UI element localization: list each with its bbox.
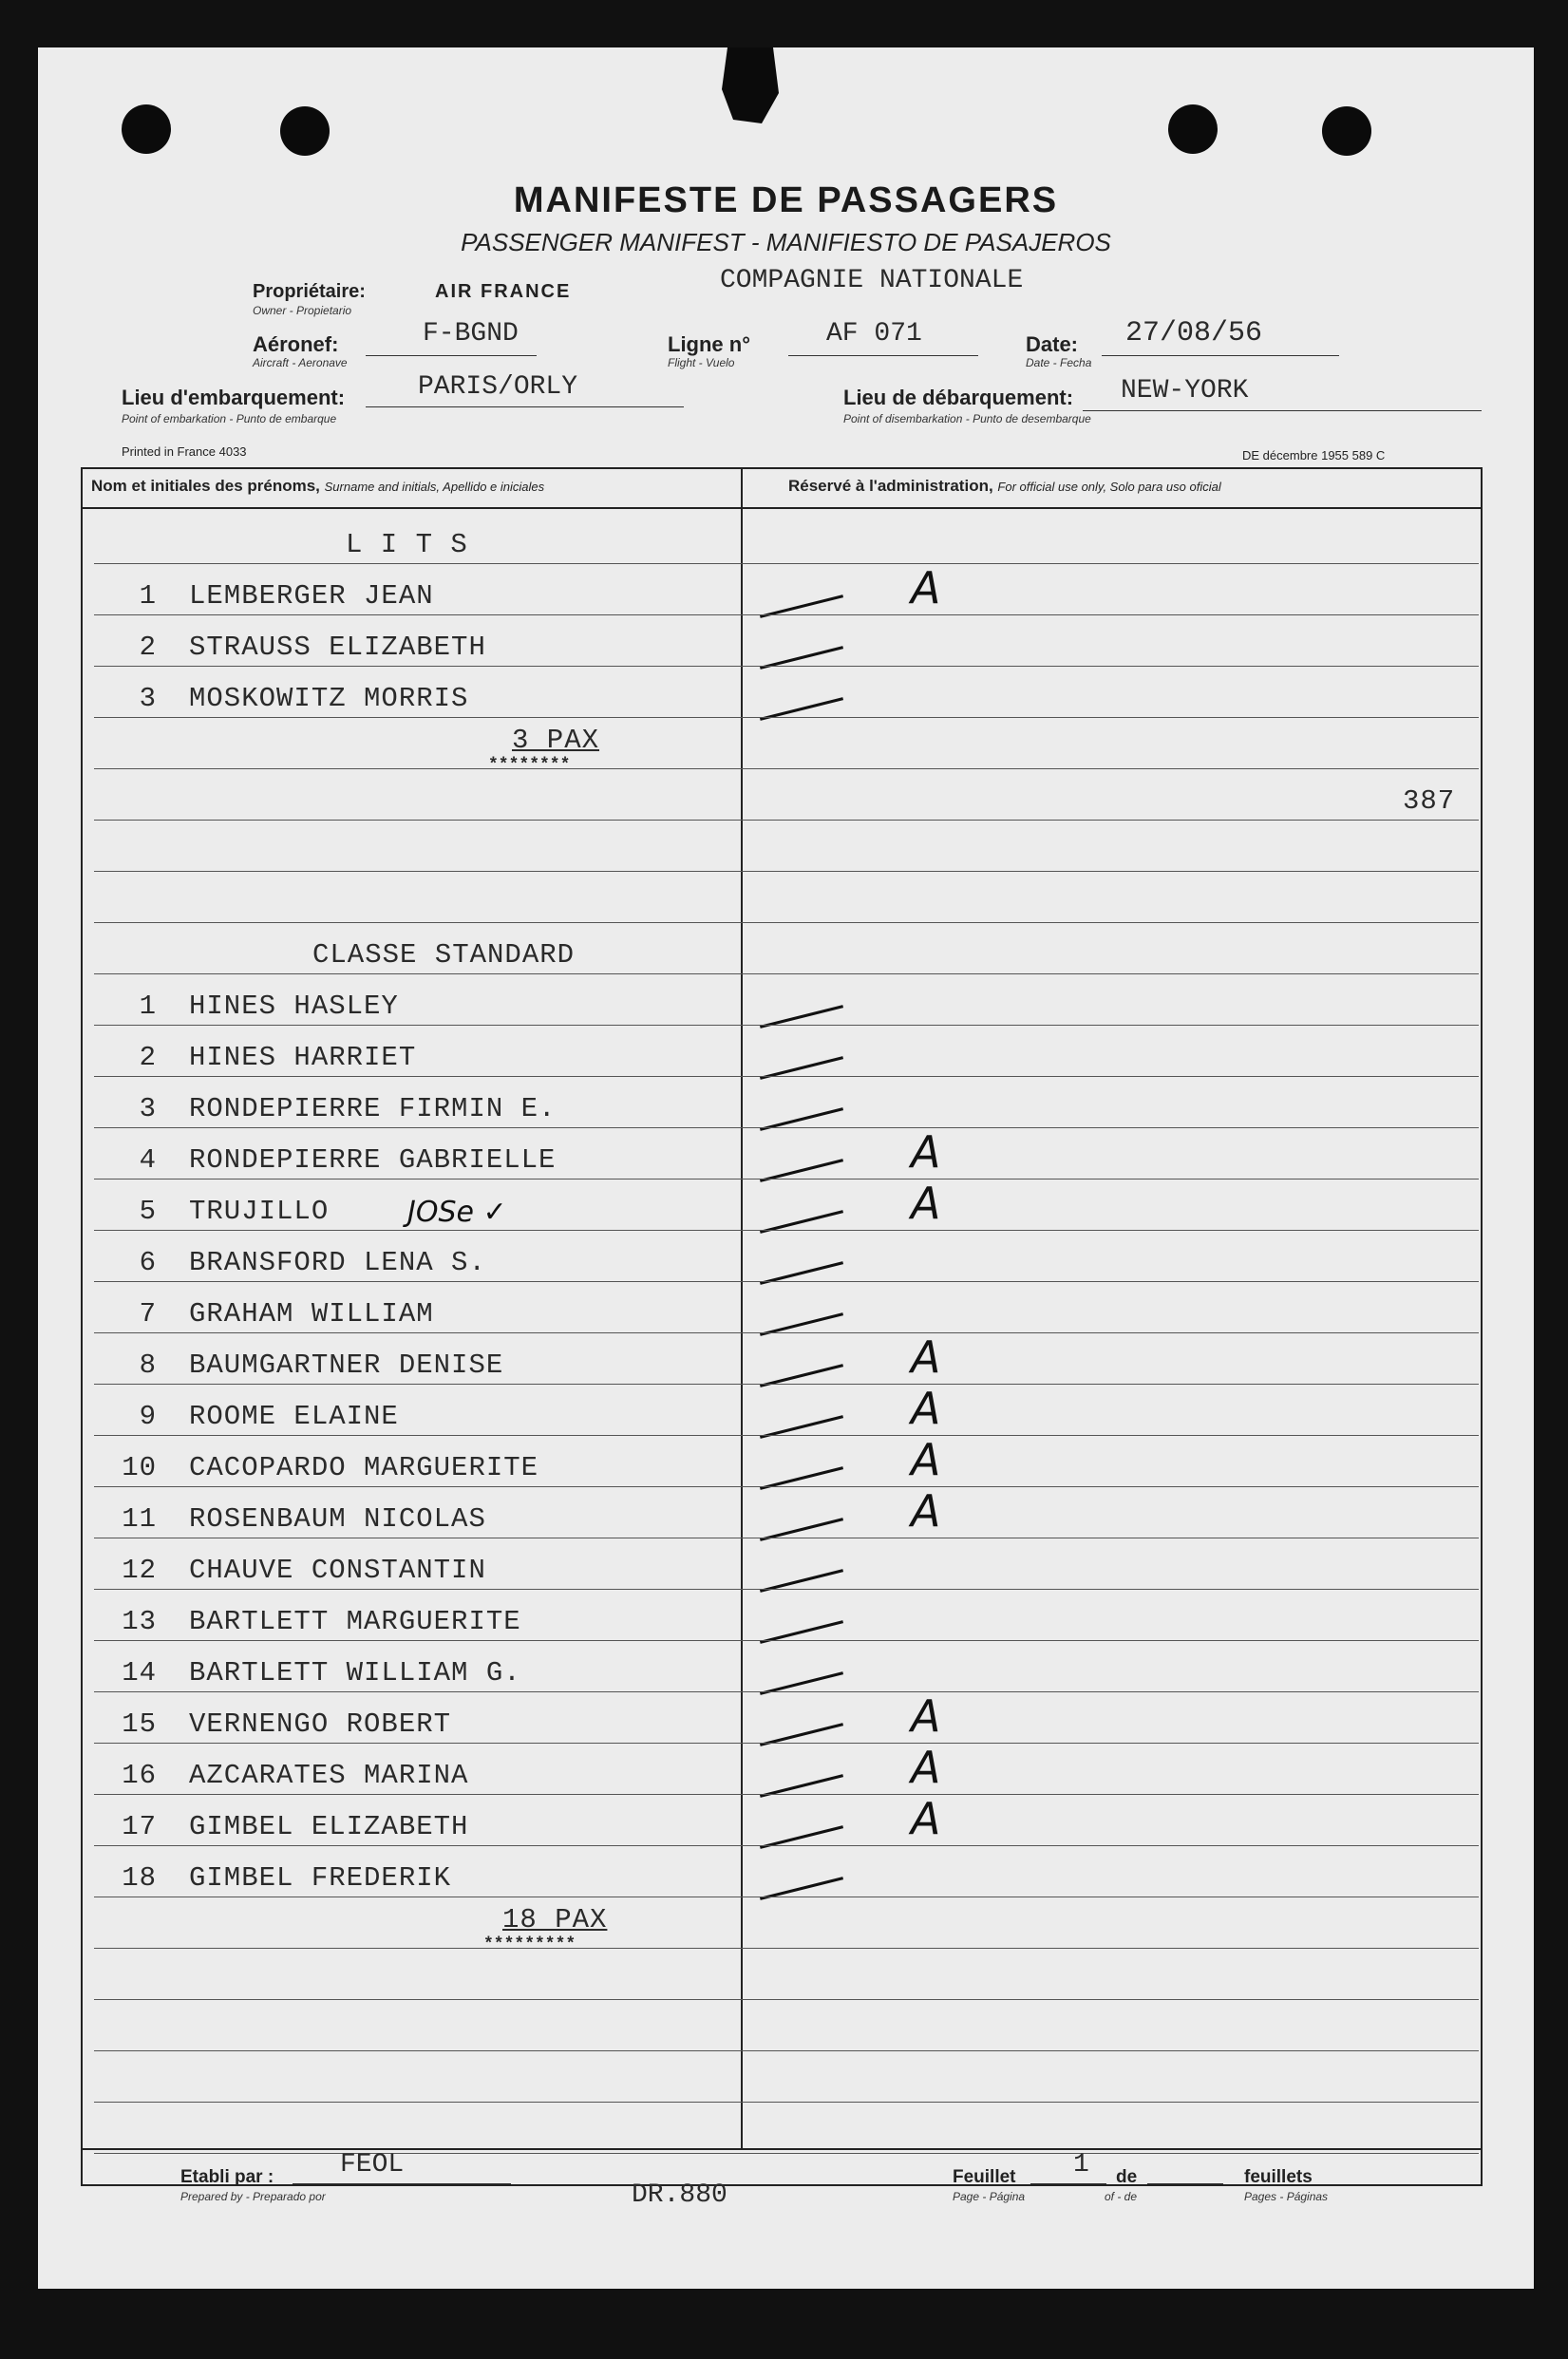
passenger-row xyxy=(94,1333,1479,1385)
lits-heading: L I T S xyxy=(346,529,468,560)
passenger-name: RONDEPIERRE FIRMIN E. xyxy=(189,1093,557,1124)
passenger-row xyxy=(94,1846,1479,1897)
punch-hole-icon xyxy=(1168,104,1218,154)
passenger-name: BARTLETT MARGUERITE xyxy=(189,1606,521,1637)
prepared-value: FEOL xyxy=(340,2150,405,2180)
owner-sublabel: Owner - Propietario xyxy=(253,304,352,317)
passenger-name: STRAUSS ELIZABETH xyxy=(189,632,486,663)
passenger-number: 17 xyxy=(122,1811,157,1842)
passenger-row xyxy=(94,1641,1479,1692)
admin-mark: A xyxy=(911,1690,941,1742)
aircraft-value: F-BGND xyxy=(423,319,519,349)
passenger-number: 13 xyxy=(122,1606,157,1637)
passenger-number: 12 xyxy=(122,1555,157,1586)
lits-total: 3 PAX xyxy=(512,725,600,756)
passenger-row xyxy=(94,564,1479,615)
passenger-row xyxy=(94,1590,1479,1641)
embark-label: Lieu d'embarquement: xyxy=(122,386,346,409)
passenger-number: 7 xyxy=(139,1298,157,1330)
passenger-name: ROOME ELAINE xyxy=(189,1401,399,1432)
passenger-row xyxy=(94,1487,1479,1538)
handwritten-annotation: JOSe ✓ xyxy=(407,1196,507,1229)
passenger-name: CHAUVE CONSTANTIN xyxy=(189,1555,486,1586)
aircraft-sublabel: Aircraft - Aeronave xyxy=(253,356,348,369)
line-sublabel: Flight - Vuelo xyxy=(668,356,735,369)
passenger-number: 3 xyxy=(139,683,157,714)
passenger-number: 8 xyxy=(139,1349,157,1381)
owner-value: AIR FRANCE xyxy=(435,281,572,302)
punch-hole-icon xyxy=(280,106,330,156)
standard-stars: ********* xyxy=(483,1935,576,1954)
section-heading-row xyxy=(94,513,1479,564)
blank-row xyxy=(94,872,1479,923)
prepared-sublabel: Prepared by - Preparado por xyxy=(180,2190,326,2203)
passenger-name: HINES HARRIET xyxy=(189,1042,417,1073)
passenger-name: ROSENBAUM NICOLAS xyxy=(189,1503,486,1535)
passenger-number: 9 xyxy=(139,1401,157,1432)
column-header-names-sublabel: Surname and initials, Apellido e iniciales xyxy=(324,480,545,494)
owner-label: Propriétaire: xyxy=(253,281,366,302)
passenger-name: GIMBEL ELIZABETH xyxy=(189,1811,469,1842)
passenger-number: 3 xyxy=(139,1093,157,1124)
passenger-name: MOSKOWITZ MORRIS xyxy=(189,683,469,714)
passenger-row xyxy=(94,667,1479,718)
embark-sublabel: Point of embarkation - Punto de embarque xyxy=(122,412,337,425)
admin-mark: A xyxy=(911,1434,941,1485)
passenger-number: 16 xyxy=(122,1760,157,1791)
column-header-names xyxy=(91,477,544,496)
admin-number: 387 xyxy=(1403,785,1456,817)
printed-note: Printed in France 4033 xyxy=(122,444,247,459)
embark-value: PARIS/ORLY xyxy=(418,372,578,402)
disembark-value: NEW-YORK xyxy=(1121,376,1249,406)
date-sublabel: Date - Fecha xyxy=(1026,356,1092,369)
passenger-number: 18 xyxy=(122,1862,157,1894)
lits-stars: ******** xyxy=(488,756,571,775)
dr-code: DR.880 xyxy=(632,2180,727,2210)
passenger-row xyxy=(94,1538,1479,1590)
disembark-label: Lieu de débarquement: xyxy=(843,386,1074,409)
total-row xyxy=(94,1897,1479,1954)
staple-mark-icon xyxy=(722,47,779,123)
passenger-number: 5 xyxy=(139,1196,157,1227)
sheet-sublabel: Page - Página xyxy=(953,2190,1026,2203)
passenger-name: AZCARATES MARINA xyxy=(189,1760,469,1791)
passenger-number: 2 xyxy=(139,1042,157,1073)
aircraft-label: Aéronef: xyxy=(253,332,339,356)
form-reference: DE décembre 1955 589 C xyxy=(1242,448,1386,462)
standard-total: 18 PAX xyxy=(502,1904,608,1935)
passenger-number: 6 xyxy=(139,1247,157,1278)
blank-row xyxy=(94,2103,1479,2154)
passenger-row xyxy=(94,1077,1479,1128)
of-sublabel: of - de xyxy=(1105,2190,1138,2203)
disembark-sublabel: Point of disembarkation - Punto de desembarque xyxy=(843,412,1091,425)
standard-heading: CLASSE STANDARD xyxy=(312,939,576,971)
sheet-value: 1 xyxy=(1073,2150,1089,2180)
passenger-name: TRUJILLO xyxy=(189,1196,330,1227)
manifest-title: MANIFESTE DE PASSAGERS xyxy=(513,180,1059,220)
passenger-number: 10 xyxy=(122,1452,157,1483)
passenger-name: LEMBERGER JEAN xyxy=(189,580,434,612)
column-header-admin-label: Réservé à l'administration, xyxy=(788,477,993,495)
admin-mark: A xyxy=(911,1485,941,1537)
passenger-name: GIMBEL FREDERIK xyxy=(189,1862,452,1894)
passenger-row xyxy=(94,1385,1479,1436)
passenger-number: 11 xyxy=(122,1503,157,1535)
admin-mark: A xyxy=(911,562,941,613)
section-heading-row xyxy=(94,923,1479,974)
passenger-name: GRAHAM WILLIAM xyxy=(189,1298,434,1330)
passenger-name: RONDEPIERRE GABRIELLE xyxy=(189,1144,557,1176)
column-header-admin-sublabel: For official use only, Solo para uso oficial xyxy=(997,480,1221,494)
passenger-name: VERNENGO ROBERT xyxy=(189,1708,452,1740)
total-row xyxy=(94,718,1479,775)
admin-mark: A xyxy=(911,1742,941,1793)
column-header-admin xyxy=(788,477,1221,496)
manifest-subtitle: PASSENGER MANIFEST - MANIFIESTO DE PASAJEROS xyxy=(461,228,1111,256)
total-sheets-sublabel: Pages - Páginas xyxy=(1244,2190,1329,2203)
date-label: Date: xyxy=(1026,332,1079,356)
passenger-row xyxy=(94,1180,1479,1231)
passenger-name: BAUMGARTNER DENISE xyxy=(189,1349,504,1381)
passenger-name: BRANSFORD LENA S. xyxy=(189,1247,486,1278)
passenger-row xyxy=(94,615,1479,667)
blank-row xyxy=(94,1949,1479,2000)
of-label: de xyxy=(1116,2167,1138,2187)
column-header-names-label: Nom et initiales des prénoms, xyxy=(91,477,320,495)
line-label: Ligne n° xyxy=(668,332,751,356)
admin-number-row xyxy=(94,769,1479,821)
passenger-row xyxy=(94,1795,1479,1846)
passenger-number: 4 xyxy=(139,1144,157,1176)
passenger-row xyxy=(94,1128,1479,1180)
passenger-row xyxy=(94,1436,1479,1487)
blank-row xyxy=(94,2051,1479,2103)
passenger-row xyxy=(94,1282,1479,1333)
admin-mark: A xyxy=(911,1793,941,1844)
passenger-name: BARTLETT WILLIAM G. xyxy=(189,1657,521,1689)
passenger-name: CACOPARDO MARGUERITE xyxy=(189,1452,539,1483)
punch-hole-icon xyxy=(122,104,171,154)
passenger-number: 15 xyxy=(122,1708,157,1740)
passenger-name: HINES HASLEY xyxy=(189,991,399,1022)
passenger-row xyxy=(94,1026,1479,1077)
passenger-number: 1 xyxy=(139,991,157,1022)
line-value: AF 071 xyxy=(826,319,922,349)
sheet-label: Feuillet xyxy=(953,2167,1016,2187)
admin-mark: A xyxy=(911,1383,941,1434)
blank-row xyxy=(94,2000,1479,2051)
company-name: COMPAGNIE NATIONALE xyxy=(720,266,1024,295)
admin-mark: A xyxy=(911,1331,941,1383)
punch-hole-icon xyxy=(1322,106,1371,156)
passenger-number: 2 xyxy=(139,632,157,663)
passenger-row xyxy=(94,974,1479,1026)
manifest-sheet xyxy=(38,47,1534,2289)
passenger-number: 1 xyxy=(139,580,157,612)
prepared-label: Etabli par : xyxy=(180,2167,274,2187)
passenger-row xyxy=(94,1744,1479,1795)
date-value: 27/08/56 xyxy=(1125,317,1263,349)
blank-row xyxy=(94,821,1479,872)
passenger-row xyxy=(94,1692,1479,1744)
passenger-number: 14 xyxy=(122,1657,157,1689)
admin-mark: A xyxy=(911,1126,941,1178)
admin-mark: A xyxy=(911,1178,941,1229)
passenger-row xyxy=(94,1231,1479,1282)
total-sheets-label: feuillets xyxy=(1244,2167,1313,2187)
